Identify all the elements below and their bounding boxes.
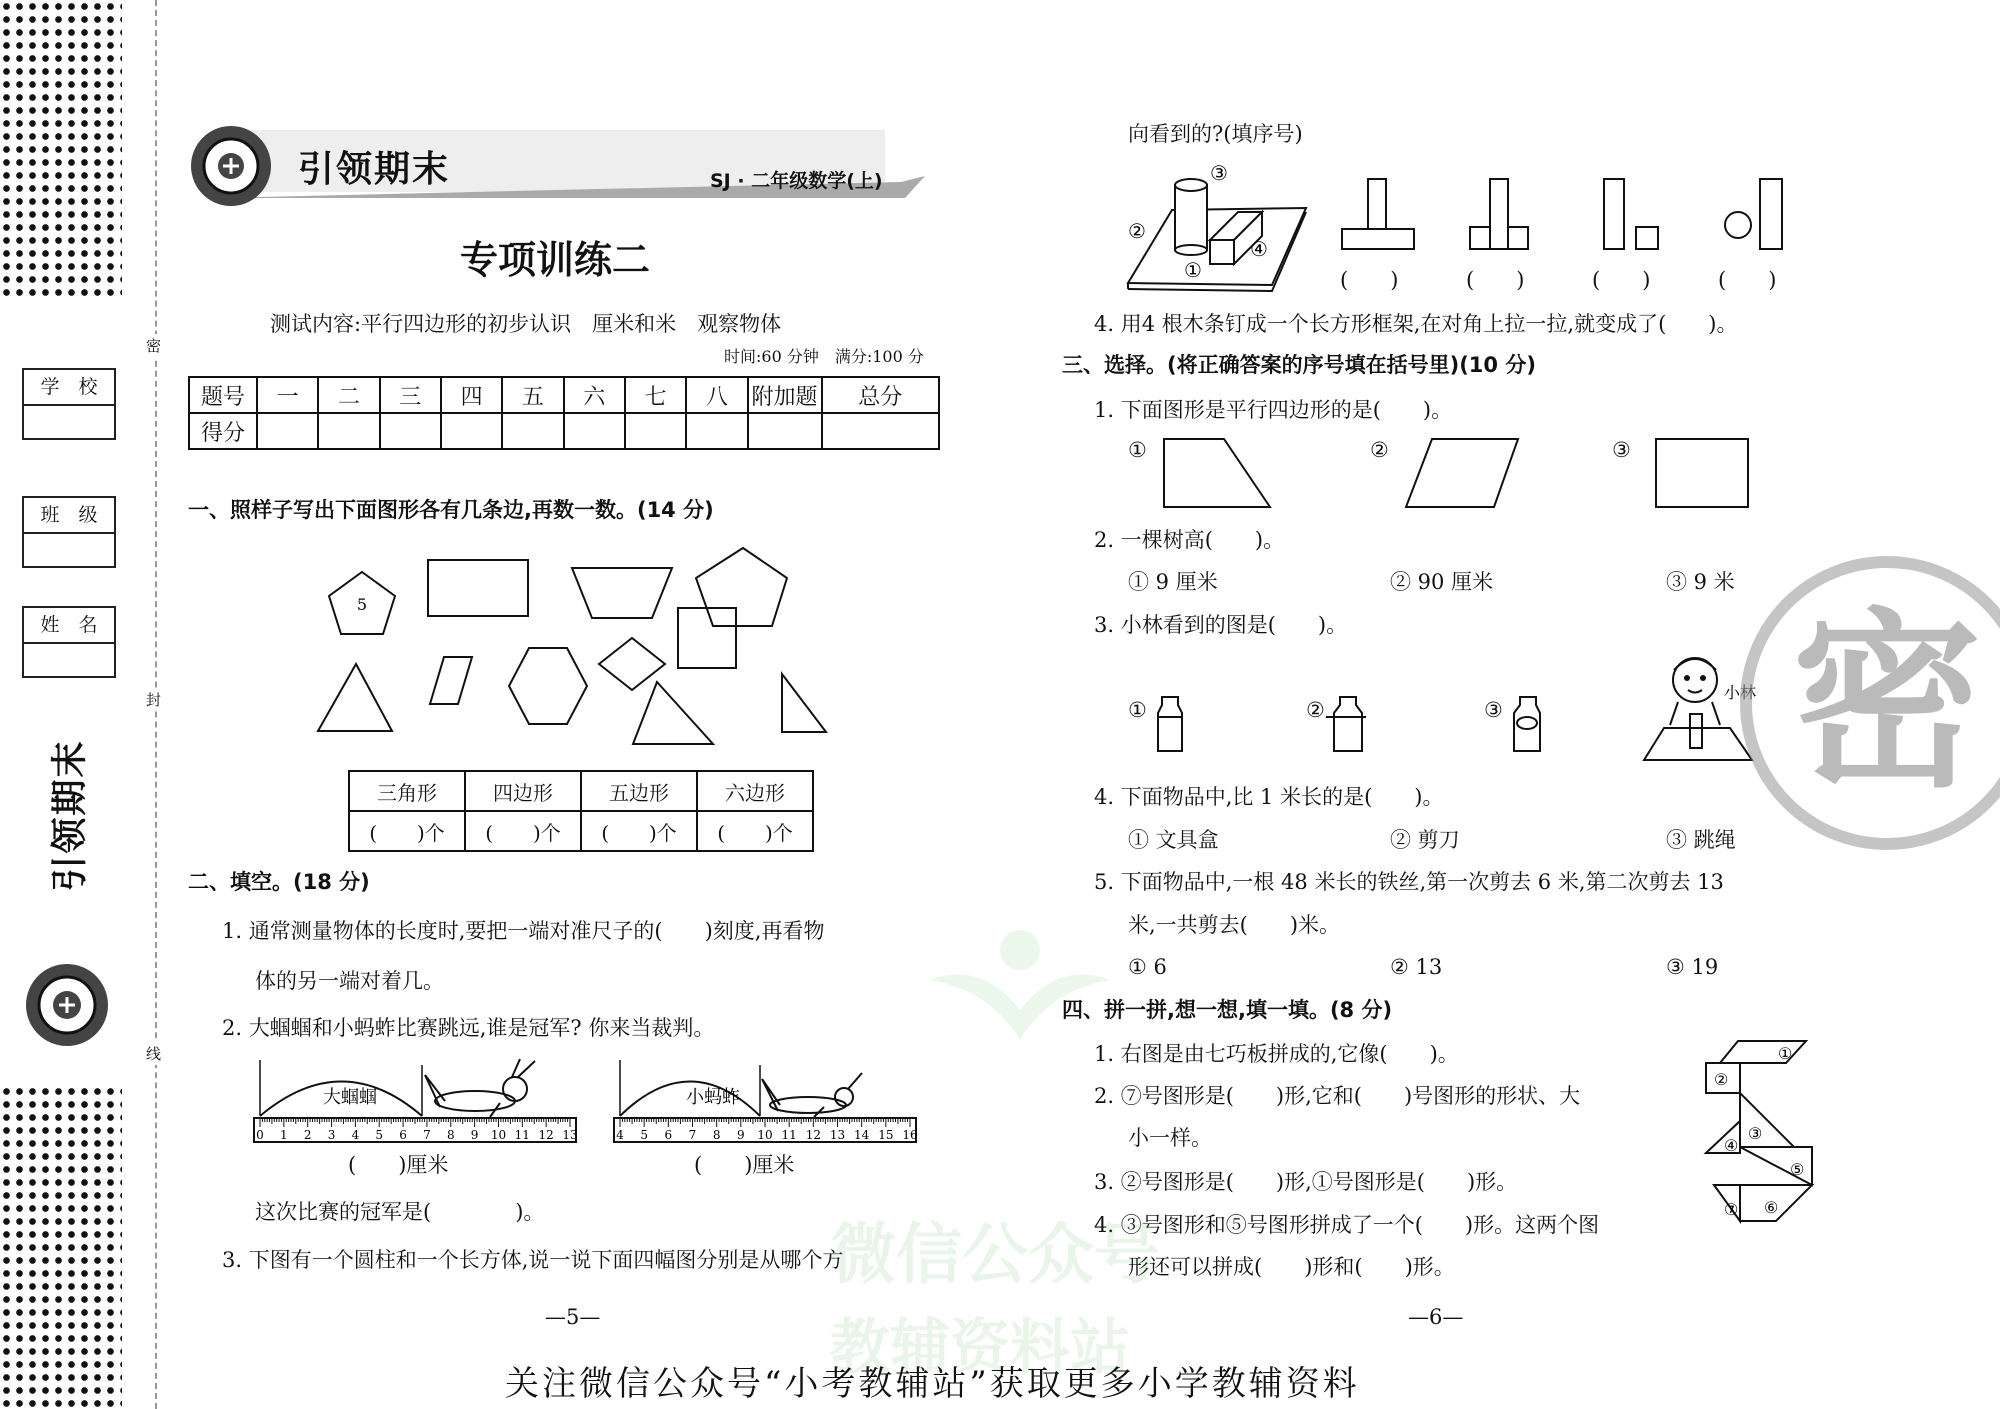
view-a bbox=[1342, 179, 1414, 249]
score-cell: 六 bbox=[564, 377, 625, 413]
cylinder-cuboid-figure bbox=[1120, 160, 1310, 295]
sidebar-brand: 引领期末 bbox=[49, 739, 91, 892]
s3-q4-opt-2[interactable]: ② 剪刀 bbox=[1390, 828, 1460, 852]
cylinder-shape bbox=[1175, 179, 1207, 255]
ruler-tick-label: 14 bbox=[854, 1128, 870, 1142]
score-cell: 一 bbox=[257, 377, 318, 413]
page-title: 专项训练二 bbox=[460, 238, 651, 282]
section1-heading: 一、照样子写出下面图形各有几条边,再数一数。(14 分) bbox=[188, 498, 714, 522]
watermark-line2: 教辅资料站 bbox=[830, 1313, 1130, 1383]
count-header: 六边形 bbox=[697, 771, 813, 811]
right-triangle-shape bbox=[782, 674, 826, 732]
score-input[interactable] bbox=[748, 413, 822, 449]
view-b bbox=[1470, 179, 1528, 249]
score-input[interactable] bbox=[686, 413, 747, 449]
s4-q4-line1: 4. ③号图形和⑤号图形拼成了一个( )形。这两个图 bbox=[1094, 1213, 1600, 1237]
score-input[interactable] bbox=[564, 413, 625, 449]
ruler-tick-label: 6 bbox=[664, 1128, 673, 1142]
school-field[interactable] bbox=[22, 368, 116, 440]
count-header: 三角形 bbox=[349, 771, 465, 811]
parallelogram-small bbox=[430, 657, 472, 704]
tg-label-1: ① bbox=[1778, 1044, 1793, 1063]
triangle-shape bbox=[318, 664, 392, 731]
s3-q1: 1. 下面图形是平行四边形的是( )。 bbox=[1094, 398, 1453, 422]
s4-q2-line1: 2. ⑦号图形是( )形,它和( )号图形的形状、大 bbox=[1094, 1084, 1581, 1108]
ruler-tick-label: 16 bbox=[902, 1128, 918, 1142]
rectangle-shape bbox=[428, 560, 528, 616]
secret-stamp bbox=[1740, 556, 2000, 850]
s2-q4: 4. 用4 根木条钉成一个长方形框架,在对角上拉一拉,就变成了( )。 bbox=[1094, 312, 1738, 336]
pentagon-shape bbox=[696, 548, 787, 626]
s3-q2: 2. 一棵树高( )。 bbox=[1094, 528, 1285, 552]
xiaolin-label: 小林 bbox=[1724, 683, 1757, 702]
ruler1-label: 大蝈蝈 bbox=[323, 1087, 377, 1108]
score-input[interactable] bbox=[318, 413, 379, 449]
score-input[interactable] bbox=[625, 413, 686, 449]
score-input[interactable] bbox=[257, 413, 318, 449]
score-input[interactable] bbox=[380, 413, 441, 449]
count-blank[interactable]: ( )个 bbox=[349, 811, 465, 851]
score-cell: 二 bbox=[318, 377, 379, 413]
square-shape bbox=[678, 608, 736, 668]
view-blank-2[interactable]: ( ) bbox=[1466, 268, 1525, 292]
view-marker-3: ③ bbox=[1210, 161, 1228, 185]
champion-blank[interactable]: 这次比赛的冠军是( )。 bbox=[255, 1200, 545, 1224]
s2-q3: 3. 下图有一个圆柱和一个长方体,说一说下面四幅图分别是从哪个方 bbox=[222, 1248, 844, 1272]
view-marker-1: ① bbox=[1184, 258, 1202, 282]
dot-pattern-top bbox=[0, 0, 122, 300]
score-cell: 四 bbox=[441, 377, 502, 413]
rhombus-shape bbox=[599, 638, 665, 690]
count-blank[interactable]: ( )个 bbox=[581, 811, 697, 851]
s3-q4-opt-1[interactable]: ① 文具盒 bbox=[1128, 828, 1219, 852]
seal-char-feng: 封 bbox=[146, 688, 161, 711]
s3-q5-opt-1[interactable]: ① 6 bbox=[1128, 955, 1167, 979]
sidebar-gear-icon bbox=[22, 960, 112, 1050]
header-banner bbox=[185, 120, 930, 210]
view-blank-3[interactable]: ( ) bbox=[1592, 268, 1651, 292]
ruler-tick-label: 6 bbox=[399, 1128, 407, 1142]
s3-q2-opt-1[interactable]: ① 9 厘米 bbox=[1128, 570, 1218, 594]
view-blank-1[interactable]: ( ) bbox=[1340, 268, 1399, 292]
ruler-tick-label: 9 bbox=[470, 1128, 479, 1142]
s2-q2: 2. 大蝈蝈和小蚂蚱比赛跳远,谁是冠军? 你来当裁判。 bbox=[222, 1016, 715, 1040]
tg-label-2: ② bbox=[1714, 1070, 1729, 1089]
ruler-tick-label: 12 bbox=[538, 1128, 554, 1142]
section3-heading: 三、选择。(将正确答案的序号填在括号里)(10 分) bbox=[1062, 353, 1536, 377]
ruler-tick-label: 11 bbox=[781, 1128, 797, 1142]
watermark-logo-icon bbox=[920, 920, 1120, 1050]
tg-label-4: ④ bbox=[1724, 1136, 1739, 1155]
obtuse-triangle-shape bbox=[633, 682, 713, 744]
ruler-tick-label: 1 bbox=[280, 1128, 288, 1142]
ruler-tick-label: 5 bbox=[375, 1128, 384, 1142]
score-table bbox=[188, 376, 940, 450]
s3-q5-opt-2[interactable]: ② 13 bbox=[1390, 955, 1443, 979]
ruler-tick-label: 4 bbox=[616, 1128, 624, 1142]
right-trapezoid bbox=[1164, 439, 1270, 507]
shapes-figure bbox=[300, 540, 860, 760]
header-brand: 引领期末 bbox=[298, 149, 451, 190]
tangram-rabbit bbox=[1700, 1035, 1820, 1235]
score-cell: 题号 bbox=[189, 377, 257, 413]
stamp-char: 密 bbox=[1791, 592, 1982, 813]
ruler-tick-label: 2 bbox=[303, 1128, 312, 1142]
footer-note: 关注微信公众号“小考教辅站”获取更多小学教辅资料 bbox=[505, 1364, 1360, 1404]
view-marker-2: ② bbox=[1128, 219, 1146, 243]
bottle-view-3 bbox=[1514, 697, 1540, 751]
score-cell: 五 bbox=[502, 377, 563, 413]
s3-q2-opt-2[interactable]: ② 90 厘米 bbox=[1390, 570, 1494, 594]
shape-count-table bbox=[348, 770, 814, 852]
bottle-view-1 bbox=[1158, 697, 1182, 751]
tg-label-5: ⑤ bbox=[1790, 1160, 1805, 1179]
ruler-tick-label: 8 bbox=[446, 1128, 455, 1142]
score-input[interactable] bbox=[441, 413, 502, 449]
score-cell: 八 bbox=[686, 377, 747, 413]
dot-pattern-bottom bbox=[0, 1085, 122, 1409]
view-options bbox=[1340, 175, 1800, 255]
view-blank-4[interactable]: ( ) bbox=[1718, 268, 1777, 292]
header-book: SJ · 二年级数学(上) bbox=[710, 170, 883, 192]
test-content: 测试内容:平行四边形的初步认识 厘米和米 观察物体 bbox=[270, 312, 782, 336]
bottle-views bbox=[1150, 695, 1570, 755]
s2-q3-cont: 向看到的?(填序号) bbox=[1128, 122, 1303, 146]
bottle-view-2 bbox=[1326, 697, 1366, 751]
seal-char-mi: 密 bbox=[146, 334, 161, 357]
name-label: 姓 名 bbox=[24, 608, 114, 644]
section2-heading: 二、填空。(18 分) bbox=[188, 870, 370, 894]
tg-label-7: ⑦ bbox=[1724, 1200, 1739, 1219]
ruler-tick-label: 10 bbox=[757, 1128, 773, 1142]
ruler-1 bbox=[254, 1118, 578, 1142]
answer-1[interactable]: ( )厘米 bbox=[348, 1153, 449, 1177]
ruler-tick-label: 7 bbox=[688, 1128, 697, 1142]
s4-q3: 3. ②号图形是( )形,①号图形是( )形。 bbox=[1094, 1170, 1518, 1194]
count-header: 四边形 bbox=[465, 771, 581, 811]
score-cell: 总分 bbox=[822, 377, 940, 413]
count-header: 五边形 bbox=[581, 771, 697, 811]
ruler-tick-label: 4 bbox=[351, 1128, 360, 1142]
ruler-tick-label: 11 bbox=[514, 1128, 530, 1142]
score-cell: 附加题 bbox=[748, 377, 822, 413]
s4-q4-line2: 形还可以拼成( )形和( )形。 bbox=[1128, 1255, 1455, 1279]
s3-q1-mark-3: ③ bbox=[1612, 438, 1631, 462]
parallelogram bbox=[1406, 439, 1518, 507]
grasshopper-icon bbox=[425, 1059, 535, 1117]
page-number-5: —5— bbox=[545, 1305, 601, 1329]
s3-q4-opt-3[interactable]: ③ 跳绳 bbox=[1666, 828, 1736, 852]
ruler-tick-label: 7 bbox=[423, 1128, 431, 1142]
s3-q3-mark-1: ① bbox=[1128, 698, 1147, 722]
ruler-tick-label: 12 bbox=[805, 1128, 821, 1142]
s3-q1-mark-1: ① bbox=[1128, 438, 1147, 462]
view-d bbox=[1725, 179, 1782, 249]
s3-q1-mark-2: ② bbox=[1370, 438, 1389, 462]
s2-q1-line2: 体的另一端对着几。 bbox=[255, 969, 444, 993]
ruler-tick-label: 9 bbox=[737, 1128, 745, 1142]
school-label: 学 校 bbox=[24, 370, 114, 406]
tg-label-3: ③ bbox=[1748, 1124, 1763, 1143]
score-cell: 七 bbox=[625, 377, 686, 413]
s3-q3-mark-2: ② bbox=[1306, 698, 1325, 722]
ruler-tick-label: 3 bbox=[327, 1128, 336, 1142]
s2-q1-line1: 1. 通常测量物体的长度时,要把一端对准尺子的( )刻度,再看物 bbox=[222, 919, 825, 943]
s4-q1: 1. 右图是由七巧板拼成的,它像( )。 bbox=[1094, 1042, 1459, 1066]
section4-heading: 四、拼一拼,想一想,填一填。(8 分) bbox=[1062, 998, 1393, 1022]
class-label: 班 级 bbox=[24, 498, 114, 534]
ruler-tick-label: 8 bbox=[712, 1128, 721, 1142]
jump-rulers bbox=[250, 1055, 940, 1155]
tg-label-6: ⑥ bbox=[1764, 1198, 1779, 1217]
count-blank[interactable]: ( )个 bbox=[465, 811, 581, 851]
watermark-line1: 微信公众号 bbox=[830, 1216, 1160, 1293]
ruler-tick-label: 13 bbox=[829, 1128, 846, 1142]
count-blank[interactable]: ( )个 bbox=[697, 811, 813, 851]
example-number: 5 bbox=[356, 595, 368, 614]
seal-char-xian: 线 bbox=[146, 1042, 161, 1065]
s3-q5-line1: 5. 下面物品中,一根 48 米长的铁丝,第一次剪去 6 米,第二次剪去 13 bbox=[1094, 870, 1724, 894]
s3-q3-mark-3: ③ bbox=[1484, 698, 1503, 722]
score-input[interactable] bbox=[822, 413, 940, 449]
class-field[interactable] bbox=[22, 496, 116, 568]
score-cell: 三 bbox=[380, 377, 441, 413]
s3-q1-shapes bbox=[1160, 435, 1760, 515]
tangram-piece-1 bbox=[1720, 1041, 1806, 1063]
view-c bbox=[1604, 179, 1658, 249]
s3-q5-line2: 米,一共剪去( )米。 bbox=[1128, 913, 1341, 937]
rectangle bbox=[1656, 439, 1748, 507]
s3-q5-opt-3[interactable]: ③ 19 bbox=[1666, 955, 1719, 979]
ruler-tick-label: 0 bbox=[256, 1128, 264, 1142]
trapezoid-shape bbox=[572, 568, 672, 618]
s3-q3: 3. 小林看到的图是( )。 bbox=[1094, 613, 1348, 637]
ruler-tick-label: 13 bbox=[562, 1128, 578, 1142]
locust-icon bbox=[762, 1073, 862, 1117]
ruler-2 bbox=[614, 1118, 918, 1142]
answer-2[interactable]: ( )厘米 bbox=[694, 1153, 795, 1177]
s3-q4: 4. 下面物品中,比 1 米长的是( )。 bbox=[1094, 785, 1444, 809]
time-score: 时间:60 分钟 满分:100 分 bbox=[724, 347, 924, 366]
ruler-tick-label: 10 bbox=[490, 1128, 507, 1142]
s3-q2-opt-3[interactable]: ③ 9 米 bbox=[1666, 570, 1735, 594]
hexagon-shape bbox=[509, 648, 587, 724]
view-marker-4: ④ bbox=[1250, 237, 1268, 261]
ruler-tick-label: 5 bbox=[640, 1128, 648, 1142]
score-input[interactable] bbox=[502, 413, 563, 449]
score-cell: 得分 bbox=[189, 413, 257, 449]
ruler-tick-label: 15 bbox=[878, 1128, 894, 1142]
ruler2-label: 小蚂蚱 bbox=[686, 1087, 740, 1108]
page-number-6: —6— bbox=[1408, 1305, 1464, 1329]
s4-q2-line2: 小一样。 bbox=[1128, 1126, 1212, 1150]
name-field[interactable] bbox=[22, 606, 116, 678]
